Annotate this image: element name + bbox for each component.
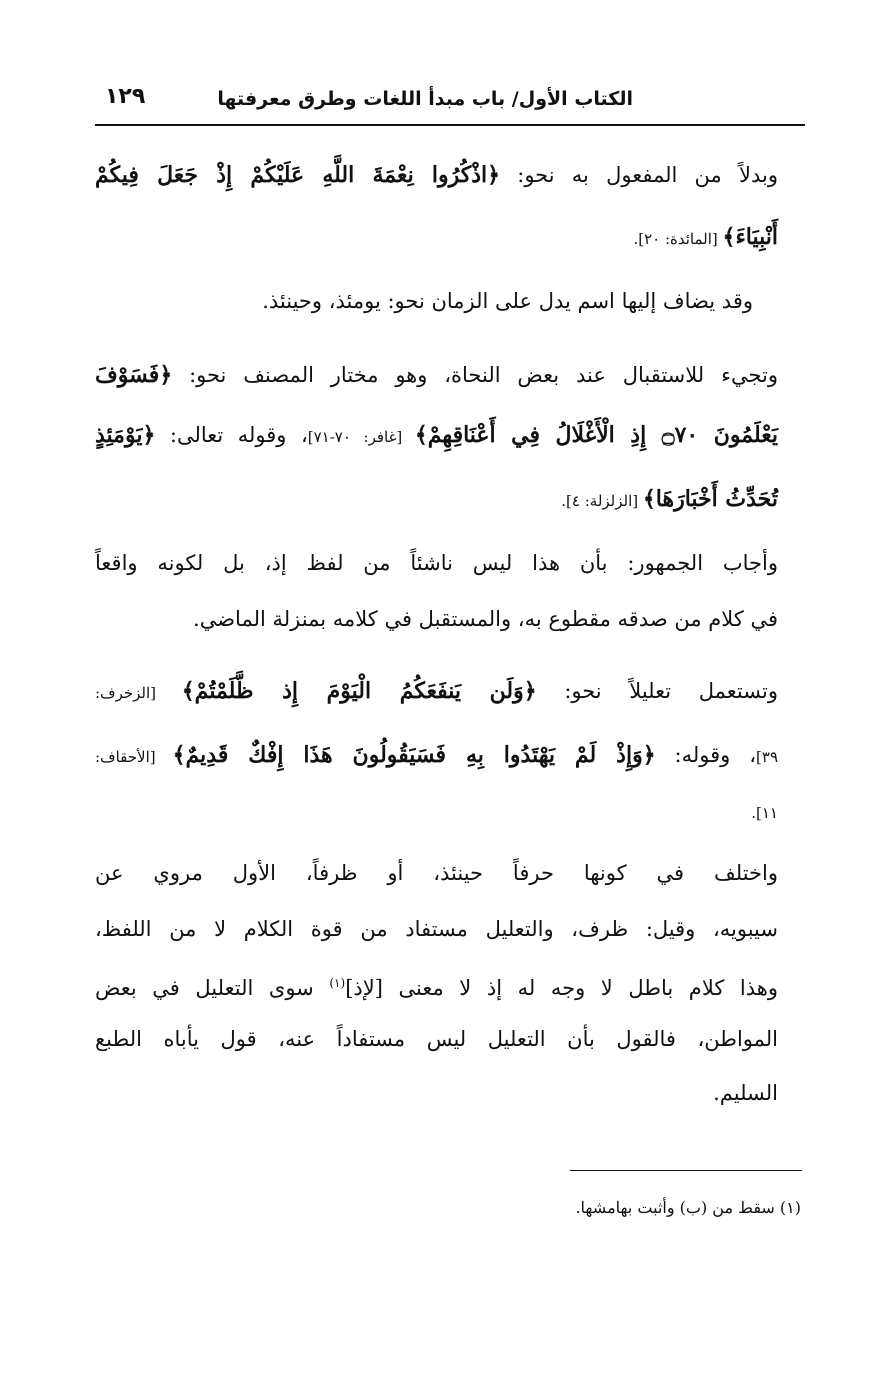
p6-line-2: سيبويه، وقيل: ظرف، والتعليل مستفاد من قوة الكلام لا من اللفظ، xyxy=(95,917,778,941)
quran-quote: يَعْلَمُونَ ۝٧٠ إِذِ الْأَغْلَالُ فِي أَعْنَاقِهِمْ﴾ xyxy=(414,422,778,448)
verse-reference: [الزخرف: xyxy=(95,684,182,702)
p6-text: وهذا كلام باطل لا وجه له إذ لا معنى [لإذ] xyxy=(345,976,778,1000)
verse-reference: [المائدة: ٢٠]. xyxy=(633,230,723,248)
quran-quote: ﴿فَسَوْفَ xyxy=(95,362,173,388)
p2-line-1: وقد يضاف إليها اسم يدل على الزمان نحو: يومئذ، وحينئذ. xyxy=(262,289,753,313)
p6-line-5: السليم. xyxy=(713,1081,778,1105)
p6-line-4: المواطن، فالقول بأن التعليل ليس مستفاداً عنه، قول يأباه الطبع xyxy=(95,1027,778,1051)
verse-reference: ١١]. xyxy=(751,804,778,822)
header-rule xyxy=(95,124,805,126)
p4-line-2: في كلام من صدقه مقطوع به، والمستقبل في كلامه بمنزلة الماضي. xyxy=(193,607,778,631)
p3-text: ، وقوله تعالى: xyxy=(155,423,308,447)
p3-line-1 xyxy=(95,360,778,390)
p1-line-1 xyxy=(95,160,778,190)
quran-quote: تُحَدِّثُ أَخْبَارَهَا﴾ xyxy=(642,486,778,512)
p1-text: وبدلاً من المفعول به نحو: xyxy=(500,163,778,187)
p1-line-2 xyxy=(633,222,778,254)
page-number: ١٢٩ xyxy=(105,84,146,109)
p3-text: وتجيء للاستقبال عند بعض النحاة، وهو مختار المصنف نحو: xyxy=(172,363,778,387)
quran-quote: ﴿اذْكُرُوا نِعْمَةَ اللَّهِ عَلَيْكُمْ إِذْ جَعَلَ فِيكُمْ xyxy=(95,162,501,188)
quran-quote: أَنْبِيَاءَ﴾ xyxy=(722,224,778,250)
p6-text: سوى التعليل في بعض xyxy=(95,976,330,1000)
verse-reference: [غافر: ٧٠-٧١] xyxy=(307,428,415,446)
verse-reference: [الزلزلة: ٤]. xyxy=(561,492,643,510)
header-title: الكتاب الأول/ باب مبدأ اللغات وطرق معرفتها xyxy=(217,88,633,110)
p5-text: ، وقوله: xyxy=(655,743,757,767)
p5-line-1 xyxy=(95,676,778,708)
p5-text: وتستعمل تعليلاً نحو: xyxy=(536,679,778,703)
p4-line-1: وأجاب الجمهور: بأن هذا ليس ناشئاً من لفظ إذ، بل لكونه واقعاً xyxy=(95,551,778,575)
p6-line-3 xyxy=(95,968,778,1003)
p6-line-1: واختلف في كونها حرفاً حينئذ، أو ظرفاً، الأول مروي عن xyxy=(95,861,778,885)
quran-quote: ﴿وَلَن يَنفَعَكُمُ الْيَوْمَ إِذ ظَّلَمْتُمْ﴾ xyxy=(181,678,537,704)
footnote-rule xyxy=(570,1170,802,1171)
p5-line-3 xyxy=(751,796,778,828)
p3-line-2 xyxy=(95,420,778,452)
footnote-marker: (١) xyxy=(329,976,346,990)
quran-quote: ﴿وَإِذْ لَمْ يَهْتَدُوا بِهِ فَسَيَقُولُونَ هَذَا إِفْكٌ قَدِيمٌ﴾ xyxy=(172,742,656,768)
p5-line-2 xyxy=(95,740,778,772)
footnote: (١) سقط من (ب) وأثبت بهامشها. xyxy=(575,1198,801,1217)
running-header xyxy=(95,86,778,120)
quran-quote: ﴿يَوْمَئِذٍ xyxy=(95,422,156,448)
verse-reference: ٣٩] xyxy=(756,748,779,766)
p3-line-3 xyxy=(561,484,778,516)
verse-reference: [الأحقاف: xyxy=(95,748,173,766)
